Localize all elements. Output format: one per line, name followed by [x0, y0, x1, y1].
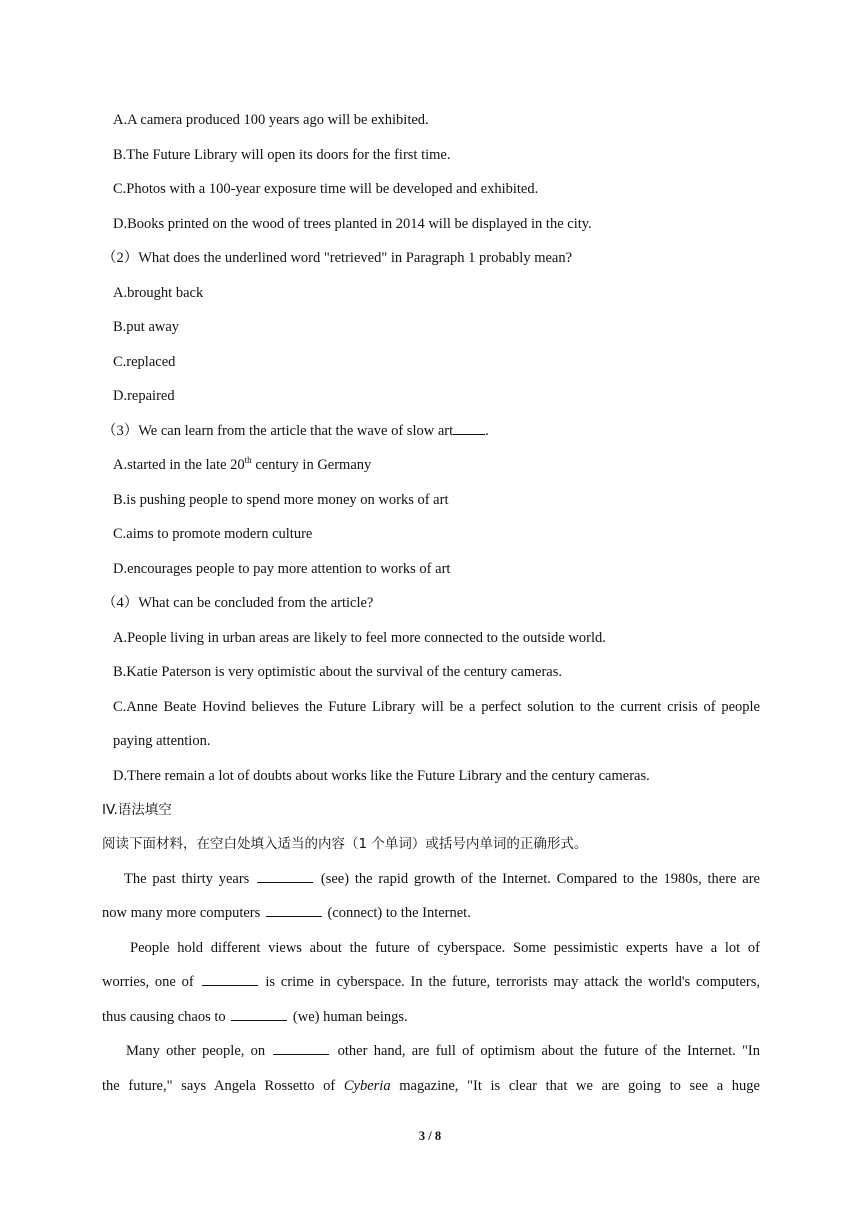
- passage-p3-line1: [126, 1041, 760, 1061]
- q3-stem: [102, 421, 760, 441]
- passage-text: the future," says Angela Rossetto of: [102, 1078, 344, 1094]
- q3-option-a-rest: century in Germany: [251, 457, 372, 473]
- q3-option-a-sup: th: [244, 455, 252, 466]
- passage-p2-line3: [102, 1007, 760, 1027]
- q3-option-c: C.aims to promote modern culture: [113, 526, 313, 542]
- passage-p1-line2: [102, 903, 760, 923]
- q2-option-d: D.repaired: [113, 388, 175, 404]
- q3-option-a: [113, 455, 760, 475]
- q2-option-b: B.put away: [113, 319, 180, 335]
- passage-text: (connect) to the Internet.: [323, 905, 471, 921]
- q4-option-a: A.People living in urban areas are likely to feel more connected to the outside world.: [113, 630, 606, 646]
- answer-blank: [257, 870, 313, 883]
- q2-option-a: A.brought back: [113, 285, 204, 301]
- answer-blank: [231, 1008, 287, 1021]
- passage-text: now many more computers: [102, 905, 264, 921]
- passage-text: Many other people, on: [126, 1043, 272, 1059]
- answer-blank: [273, 1042, 329, 1055]
- q4-stem: （4）What can be concluded from the article?: [102, 595, 374, 611]
- passage-p1-line1: [124, 869, 760, 889]
- section-instruction: 阅读下面材料，在空白处填入适当的内容（1 个单词）或括号内单词的正确形式。: [102, 836, 588, 852]
- passage-text: (see) the rapid growth of the Internet. Compared to the 1980s, there are: [315, 871, 760, 887]
- q1-option-a: A.A camera produced 100 years ago will be exhibited.: [113, 112, 429, 128]
- passage-text: The past thirty years: [124, 871, 256, 887]
- answer-blank: [202, 973, 258, 986]
- q2-option-c: C.replaced: [113, 354, 176, 370]
- passage-text: magazine, "It is clear that we are going to see a huge: [390, 1078, 760, 1094]
- answer-blank: [453, 422, 485, 435]
- passage-p3-line2: [102, 1076, 760, 1096]
- q3-option-b: B.is pushing people to spend more money on works of art: [113, 492, 449, 508]
- q3-option-d: D.encourages people to pay more attention to works of art: [113, 561, 451, 577]
- q1-option-b: B.The Future Library will open its doors for the first time.: [113, 147, 451, 163]
- magazine-name: Cyberia: [343, 1078, 391, 1094]
- passage-text: worries, one of: [102, 974, 200, 990]
- q3-stem-end: .: [485, 423, 489, 439]
- q3-option-a-text: A.started in the late 20: [113, 457, 245, 473]
- passage-text: thus causing chaos to: [102, 1009, 230, 1025]
- page-number: 3 / 8: [418, 1129, 442, 1143]
- q4-option-c-line2: paying attention.: [113, 733, 211, 749]
- q4-option-c-line1: C.Anne Beate Hovind believes the Future Library will be a perfect solution to the current crisis of people: [113, 699, 760, 715]
- passage-text: (we) human beings.: [289, 1009, 408, 1025]
- q1-option-c: C.Photos with a 100-year exposure time will be developed and exhibited.: [113, 181, 539, 197]
- passage-text: other hand, are full of optimism about the future of the Internet. "In: [331, 1043, 761, 1059]
- answer-blank: [266, 904, 322, 917]
- q2-stem: （2）What does the underlined word "retrieved" in Paragraph 1 probably mean?: [102, 250, 573, 266]
- q4-option-b: B.Katie Paterson is very optimistic about the survival of the century cameras.: [113, 664, 562, 680]
- q3-stem-text: （3）We can learn from the article that the wave of slow art: [102, 423, 454, 439]
- q1-option-d: D.Books printed on the wood of trees planted in 2014 will be displayed in the city.: [113, 216, 592, 232]
- passage-p2-line1: People hold different views about the future of cyberspace. Some pessimistic experts have a lot of: [130, 940, 760, 956]
- passage-text: is crime in cyberspace. In the future, terrorists may attack the world's computers,: [259, 974, 760, 990]
- q4-option-d: D.There remain a lot of doubts about works like the Future Library and the century cameras.: [113, 768, 650, 784]
- passage-p2-line2: [102, 972, 760, 992]
- section-title: IV.语法填空: [102, 802, 172, 818]
